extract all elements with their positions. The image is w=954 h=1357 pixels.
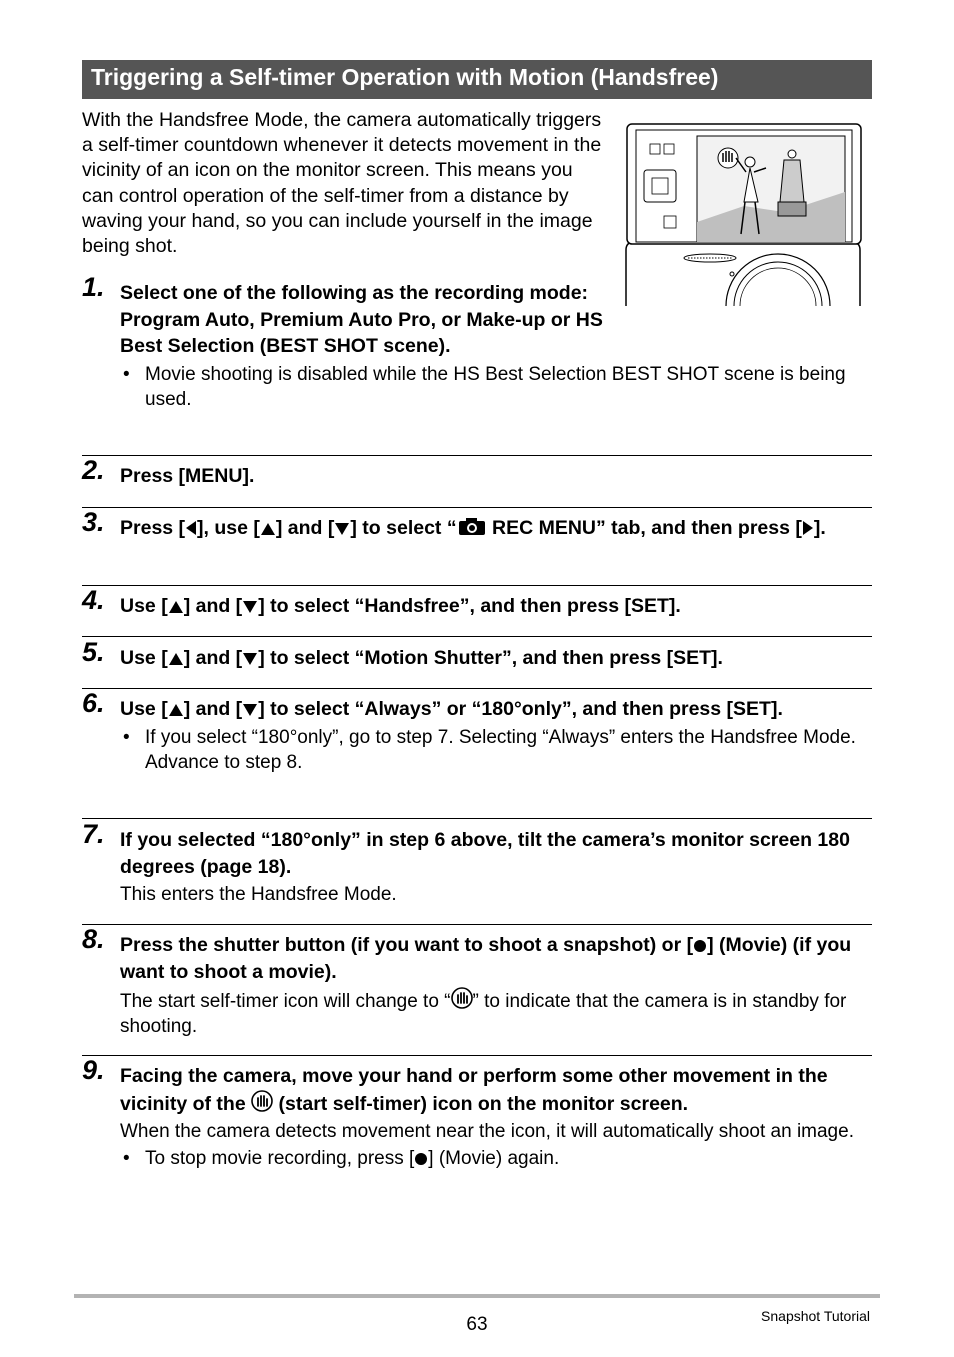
step-instruction: Use [ ] and [ ] to select “Motion Shutter”, and then press [SET]. (120, 647, 723, 669)
step-number: 6. (82, 688, 105, 718)
up-arrow-icon (168, 703, 184, 717)
step-1 (82, 272, 872, 412)
step-number: 4. (82, 585, 105, 615)
bullet-mark: • (123, 726, 130, 748)
section-title: Triggering a Self-timer Operation with Motion (Handsfree) (82, 60, 872, 99)
step-instruction: Use [ ] and [ ] to select “Always” or “180°only”, and then press [SET]. (120, 698, 783, 720)
down-arrow-icon (334, 522, 350, 536)
down-arrow-icon (242, 600, 258, 614)
page-number: 63 (466, 1314, 488, 1335)
divider (82, 688, 872, 689)
step-instruction: Facing the camera, move your hand or perform some other movement in the vicinity of the (start self-timer) icon on the monitor screen. (120, 1065, 828, 1115)
note-text: Movie shooting is disabled while the HS Best Selection BEST SHOT scene is being used. (145, 363, 846, 410)
step-3 (82, 507, 872, 542)
step-instruction: If you selected “180°only” in step 6 above, tilt the camera’s monitor screen 180 degrees (page 18). (120, 829, 850, 878)
step-number: 5. (82, 637, 105, 667)
step-number: 7. (82, 819, 105, 849)
step-6 (82, 688, 872, 775)
up-arrow-icon (168, 600, 184, 614)
hand-self-timer-icon (251, 1090, 273, 1112)
step-result: The start self-timer icon will change to “ ” to indicate that the camera is in standby for shooting. (120, 987, 872, 1039)
down-arrow-icon (242, 703, 258, 717)
left-arrow-icon (185, 520, 197, 536)
intro-paragraph: With the Handsfree Mode, the camera automatically triggers a self-timer countdown whenever it detects movement in the vicinity of an icon on the monitor screen. This means you can control operation of the self-timer from a distance by waving your hand, so you can include yourself in the image being shot. (82, 109, 602, 258)
divider (82, 818, 872, 819)
up-arrow-icon (168, 652, 184, 666)
divider (82, 636, 872, 637)
step-note (120, 1146, 872, 1171)
step-number: 8. (82, 924, 105, 954)
right-arrow-icon (802, 520, 814, 536)
step-result: This enters the Handsfree Mode. (120, 884, 397, 905)
step-instruction: Select one of the following as the recording mode: Program Auto, Premium Auto Pro, or Make-up or HS Best Selection (BEST SHOT scene). (120, 282, 603, 357)
step-7 (82, 819, 872, 907)
bullet-mark: • (123, 1148, 130, 1169)
section-label: Snapshot Tutorial (761, 1308, 870, 1324)
step-5 (82, 637, 872, 672)
movie-dot-icon (693, 939, 707, 953)
divider (82, 924, 872, 925)
step-number: 3. (82, 507, 105, 537)
divider (82, 585, 872, 586)
note-text: To stop movie recording, press [ ] (Movie) again. (145, 1148, 560, 1169)
step-instruction: Press the shutter button (if you want to shoot a snapshot) or [ ] (Movie) (if you want to shoot a movie). (120, 934, 852, 983)
divider (82, 1055, 872, 1056)
step-instruction: Use [ ] and [ ] to select “Handsfree”, and then press [SET]. (120, 595, 681, 617)
movie-dot-icon (414, 1152, 428, 1166)
step-instruction: Press [MENU]. (120, 465, 255, 487)
camera-icon (457, 516, 487, 536)
step-result: When the camera detects movement near the icon, it will automatically shoot an image. (120, 1121, 854, 1142)
down-arrow-icon (242, 652, 258, 666)
step-4 (82, 585, 872, 620)
divider (82, 507, 872, 508)
camera-illustration (624, 122, 864, 306)
step-number: 2. (82, 455, 105, 485)
step-instruction: Press [ ], use [ ] and [ ] to select “ REC MENU” tab, and then press [ ]. (120, 517, 826, 539)
divider (82, 455, 872, 456)
step-2 (82, 455, 872, 490)
step-note (120, 725, 872, 775)
footer-divider (74, 1294, 880, 1298)
step-note (120, 362, 872, 412)
note-text: If you select “180°only”, go to step 7. Selecting “Always” enters the Handsfree Mode. Advance to step 8. (145, 726, 856, 773)
step-number: 1. (82, 272, 105, 302)
step-9 (82, 1055, 872, 1171)
step-number: 9. (82, 1055, 105, 1085)
step-8 (82, 924, 872, 1039)
bullet-mark: • (123, 363, 130, 385)
hand-self-timer-icon (451, 987, 473, 1009)
up-arrow-icon (260, 522, 276, 536)
